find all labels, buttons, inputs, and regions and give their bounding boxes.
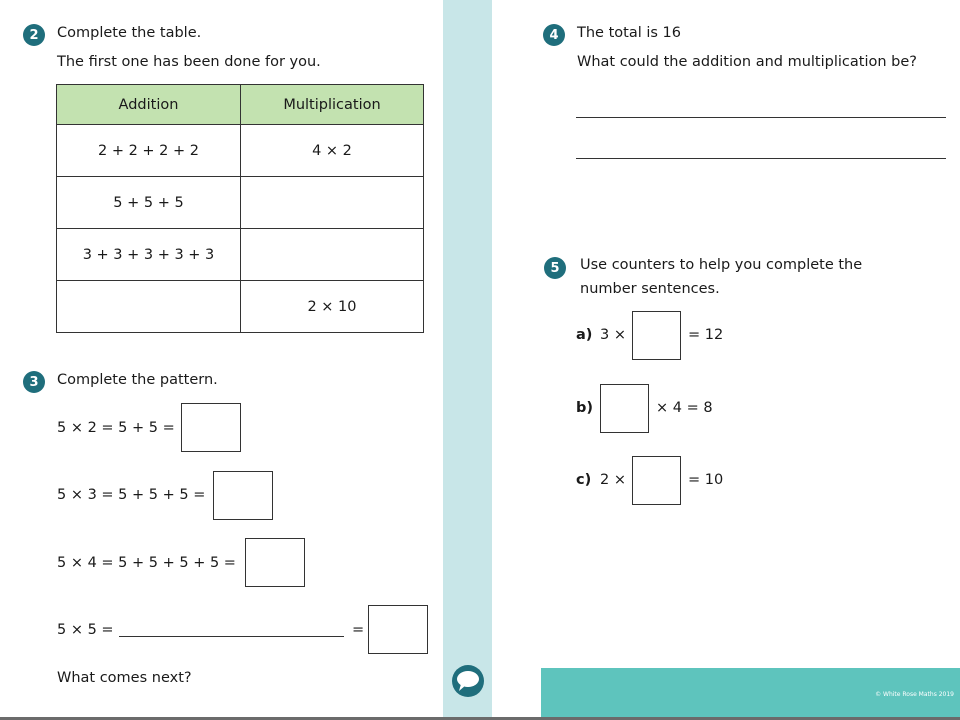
table-header-row [57, 85, 424, 125]
table-row [57, 229, 424, 281]
pattern-line-1: 5 × 2 = 5 + 5 = [57, 420, 175, 436]
part-a-left: 3 × [600, 327, 626, 343]
copyright-text: © White Rose Maths 2019 [875, 691, 954, 698]
question-5-badge [544, 257, 566, 279]
part-b-answer-box[interactable] [600, 384, 649, 433]
pattern-answer-box-4[interactable] [368, 605, 428, 654]
question-4-instruction: The total is 16 [577, 25, 681, 41]
part-c-label: c) [576, 472, 592, 488]
question-3-badge [23, 371, 45, 393]
pattern-answer-box-2[interactable] [213, 471, 273, 520]
question-3-number: 3 [29, 374, 39, 390]
part-a-answer-box[interactable] [632, 311, 681, 360]
question-4-number: 4 [549, 27, 559, 43]
part-a-right: = 12 [688, 327, 724, 343]
multiplication-cell: 2 × 10 [241, 281, 424, 333]
speech-bubble-icon[interactable] [451, 664, 485, 698]
table-row [57, 125, 424, 177]
part-b-right: × 4 = 8 [656, 400, 713, 416]
answer-line-2[interactable] [576, 158, 946, 159]
part-c-left: 2 × [600, 472, 626, 488]
question-2-number: 2 [29, 27, 39, 43]
question-4-badge [543, 24, 565, 46]
pattern-answer-box-1[interactable] [181, 403, 241, 452]
pattern-answer-box-3[interactable] [245, 538, 305, 587]
part-a-label: a) [576, 327, 593, 343]
table-row [57, 281, 424, 333]
what-comes-next-prompt: What comes next? [57, 670, 192, 686]
table-row [57, 177, 424, 229]
footer-bar [541, 668, 960, 720]
pattern-line-2: 5 × 3 = 5 + 5 + 5 = [57, 487, 206, 503]
addition-cell: 2 + 2 + 2 + 2 [57, 125, 241, 177]
pattern-line-4-equals: = [352, 622, 365, 638]
question-2-subtitle: The first one has been done for you. [57, 54, 321, 70]
question-2-instruction: Complete the table. [57, 25, 202, 41]
question-5-instruction-line2: number sentences. [580, 281, 720, 297]
multiplication-cell-empty[interactable] [241, 229, 424, 281]
question-5-instruction-line1: Use counters to help you complete the [580, 257, 863, 273]
pattern-line-4: 5 × 5 = [57, 622, 114, 638]
pattern-answer-line[interactable] [119, 636, 344, 637]
multiplication-cell: 4 × 2 [241, 125, 424, 177]
answer-line-1[interactable] [576, 117, 946, 118]
addition-multiplication-table [56, 84, 424, 333]
question-2-badge [23, 24, 45, 46]
multiplication-cell-empty[interactable] [241, 177, 424, 229]
addition-cell: 3 + 3 + 3 + 3 + 3 [57, 229, 241, 281]
question-5-number: 5 [550, 260, 560, 276]
multiplication-header: Multiplication [241, 85, 424, 125]
page-divider-strip [443, 0, 492, 720]
addition-cell: 5 + 5 + 5 [57, 177, 241, 229]
part-c-answer-box[interactable] [632, 456, 681, 505]
addition-cell-empty[interactable] [57, 281, 241, 333]
part-c-right: = 10 [688, 472, 724, 488]
pattern-line-3: 5 × 4 = 5 + 5 + 5 + 5 = [57, 555, 236, 571]
question-4-question: What could the addition and multiplication be? [577, 54, 917, 70]
question-3-instruction: Complete the pattern. [57, 372, 218, 388]
part-b-label: b) [576, 400, 594, 416]
addition-header: Addition [57, 85, 241, 125]
